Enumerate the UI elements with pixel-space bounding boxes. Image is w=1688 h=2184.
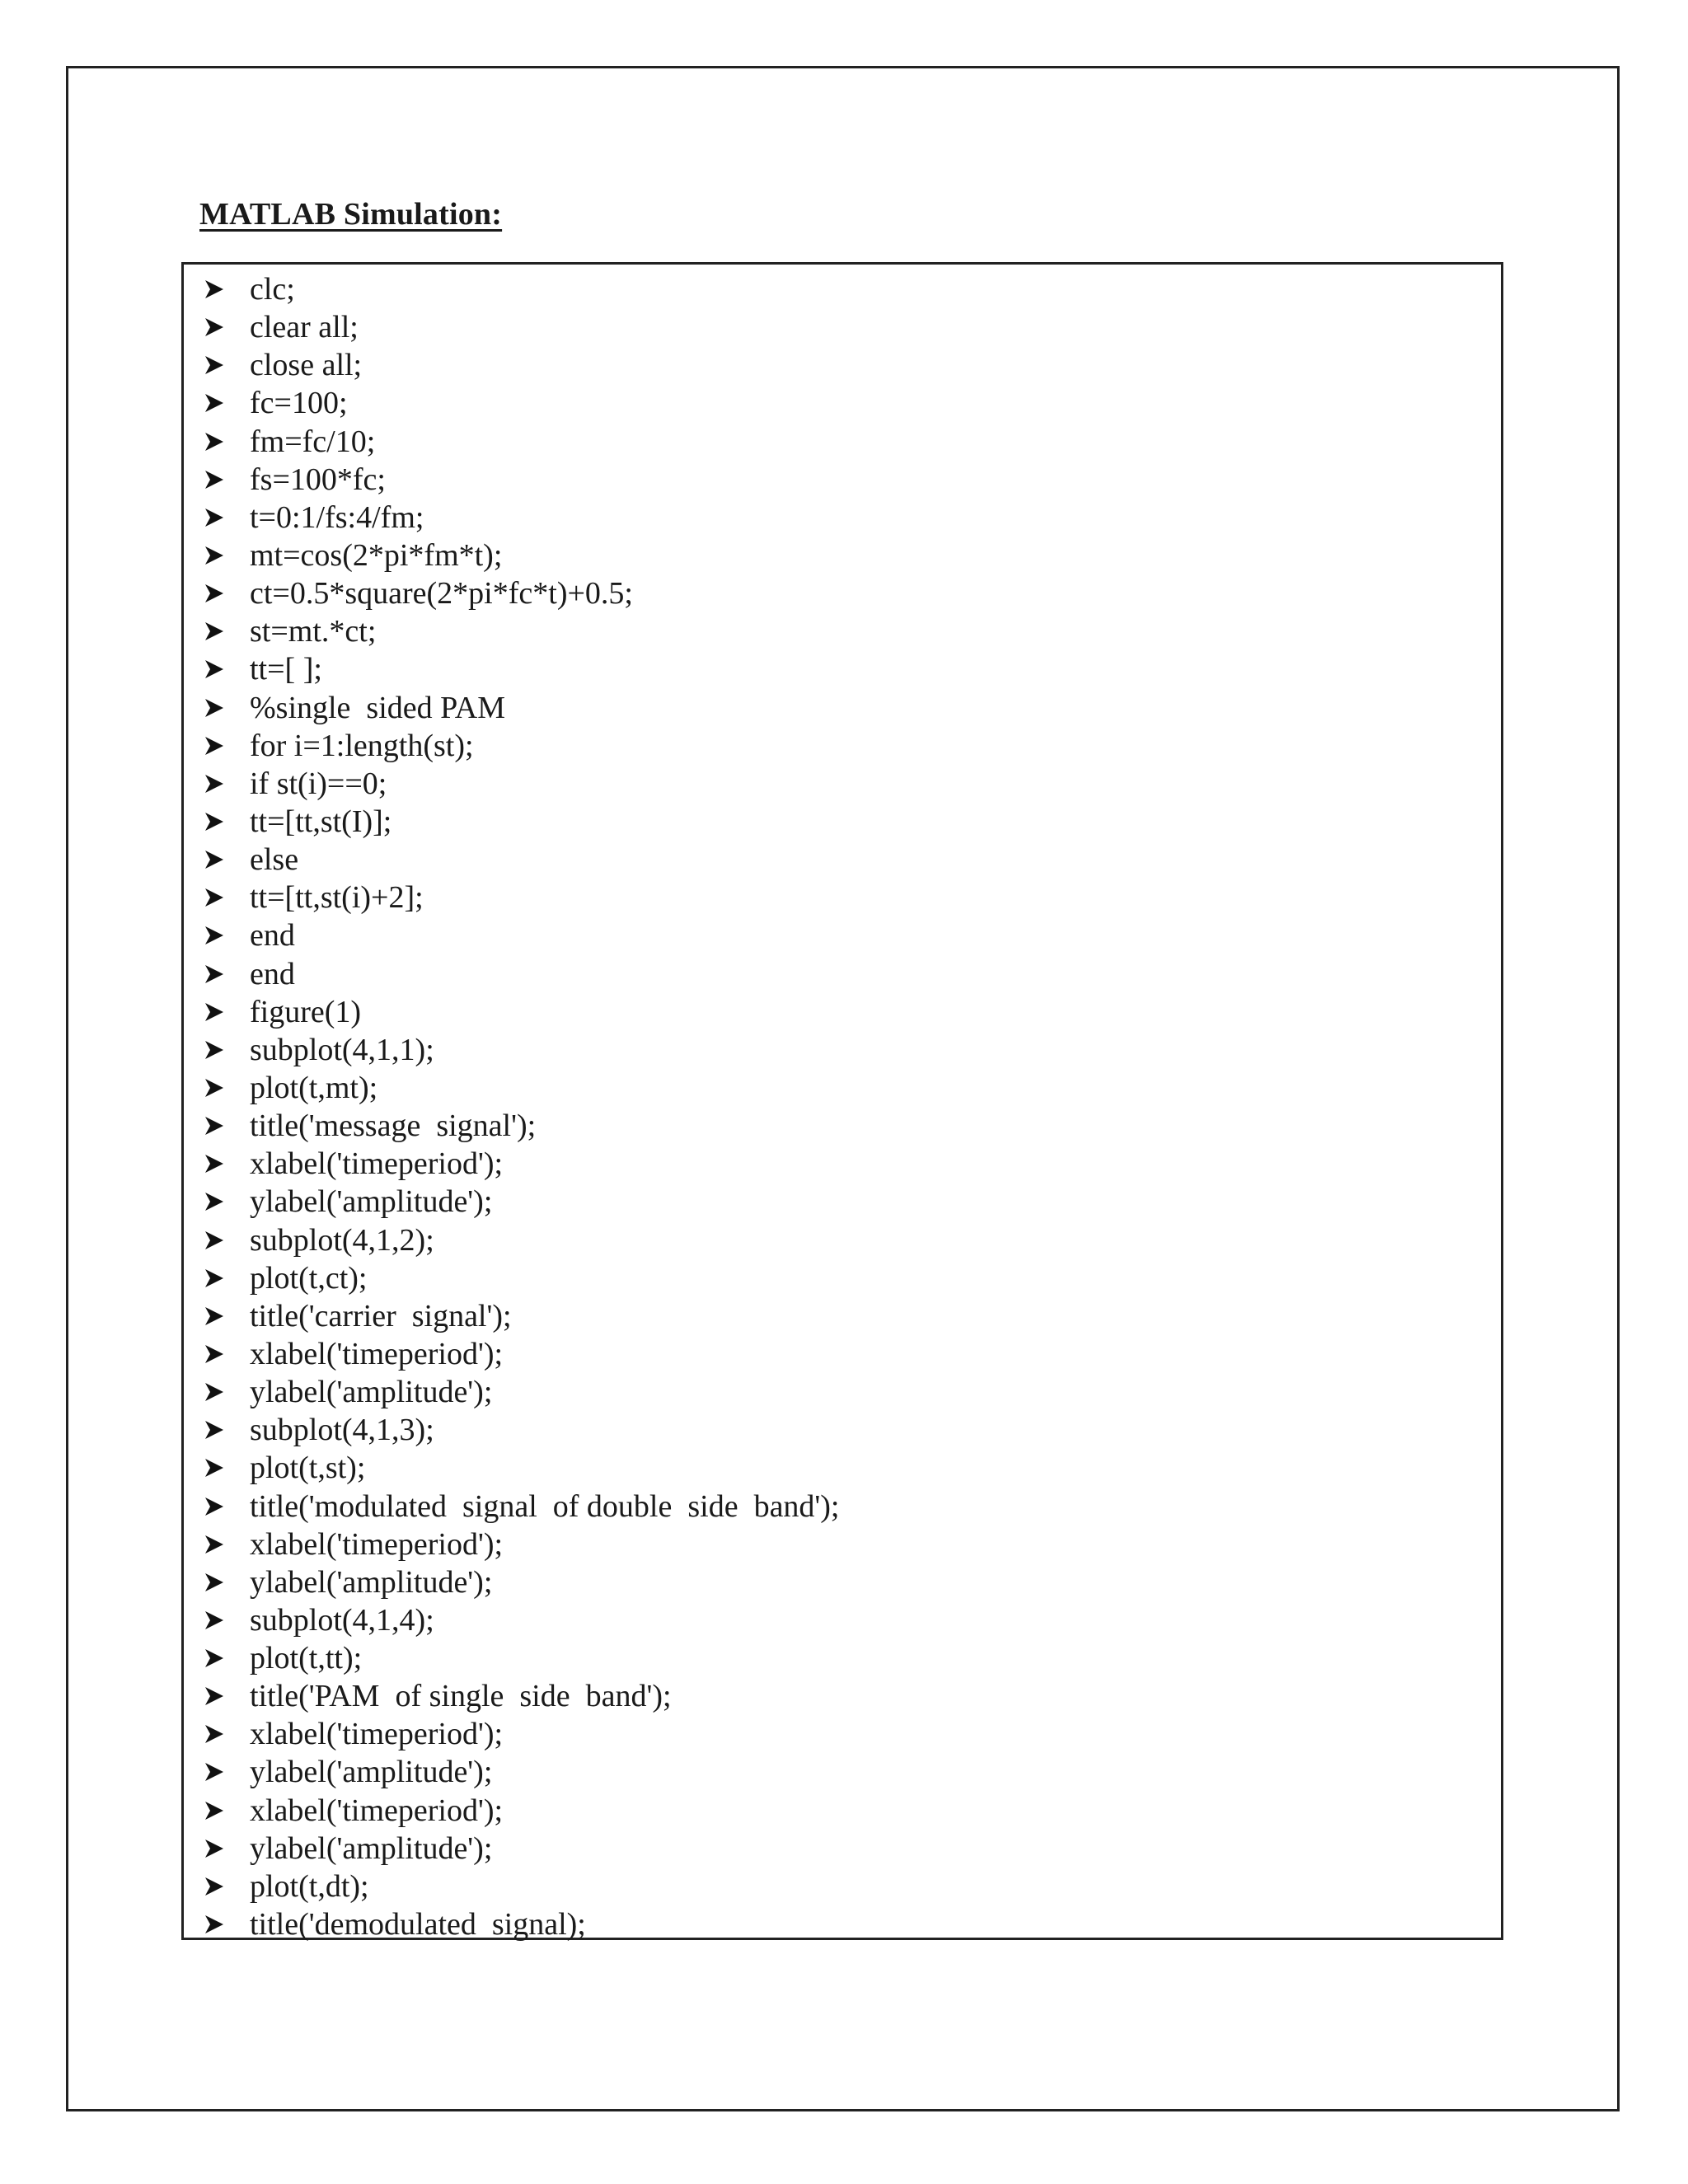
code-line xyxy=(184,1069,1501,1107)
code-line-text: xlabel('timeperiod'); xyxy=(250,1526,504,1562)
code-line xyxy=(184,499,1501,537)
arrowhead-bullet-icon xyxy=(200,423,228,461)
arrowhead-bullet-icon xyxy=(200,1753,228,1791)
arrowhead-bullet-icon xyxy=(200,1715,228,1753)
code-line-text: tt=[tt,st(i)+2]; xyxy=(250,880,424,916)
code-line-text: xlabel('timeperiod'); xyxy=(250,1717,504,1752)
code-line xyxy=(184,1868,1501,1905)
code-line xyxy=(184,1297,1501,1335)
code-line-text: for i=1:length(st); xyxy=(250,728,474,763)
code-line-text: title('PAM of single side band'); xyxy=(250,1679,672,1714)
code-line xyxy=(184,1526,1501,1563)
arrowhead-bullet-icon xyxy=(200,1488,228,1526)
code-line-text: plot(t,dt); xyxy=(250,1868,369,1904)
arrowhead-bullet-icon xyxy=(200,955,228,993)
code-line-text: end xyxy=(250,956,295,991)
arrowhead-bullet-icon xyxy=(200,270,228,308)
arrowhead-bullet-icon xyxy=(200,1221,228,1259)
code-line-text: ylabel('amplitude'); xyxy=(250,1375,493,1410)
code-line xyxy=(184,1183,1501,1221)
code-line xyxy=(184,1830,1501,1868)
code-line-text: subplot(4,1,4); xyxy=(250,1602,434,1638)
arrowhead-bullet-icon xyxy=(200,1411,228,1449)
code-line xyxy=(184,1792,1501,1830)
code-line-text: plot(t,st); xyxy=(250,1451,366,1486)
code-line xyxy=(184,384,1501,422)
code-line-text: fc=100; xyxy=(250,386,348,421)
code-line xyxy=(184,1145,1501,1183)
code-line xyxy=(184,574,1501,612)
code-line-text: title('demodulated signal); xyxy=(250,1907,586,1943)
code-line xyxy=(184,765,1501,803)
arrowhead-bullet-icon xyxy=(200,612,228,650)
code-line xyxy=(184,1335,1501,1373)
section-heading: MATLAB Simulation: xyxy=(199,197,503,232)
code-line-text: clc; xyxy=(250,272,295,307)
code-line-text: plot(t,tt); xyxy=(250,1641,363,1676)
code-line xyxy=(184,423,1501,461)
code-line xyxy=(184,1601,1501,1639)
code-line xyxy=(184,1905,1501,1943)
code-line xyxy=(184,1677,1501,1715)
code-line xyxy=(184,1031,1501,1069)
code-line xyxy=(184,1715,1501,1753)
code-line xyxy=(184,270,1501,308)
arrowhead-bullet-icon xyxy=(200,1905,228,1943)
code-line-text: xlabel('timeperiod'); xyxy=(250,1793,504,1828)
code-line xyxy=(184,803,1501,841)
arrowhead-bullet-icon xyxy=(200,1868,228,1905)
arrowhead-bullet-icon xyxy=(200,1792,228,1830)
code-line xyxy=(184,1449,1501,1487)
arrowhead-bullet-icon xyxy=(200,1526,228,1563)
arrowhead-bullet-icon xyxy=(200,1145,228,1183)
code-line xyxy=(184,1563,1501,1601)
code-line xyxy=(184,689,1501,727)
arrowhead-bullet-icon xyxy=(200,993,228,1031)
code-line xyxy=(184,537,1501,574)
code-line-text: ct=0.5*square(2*pi*fc*t)+0.5; xyxy=(250,576,633,612)
code-line-text: st=mt.*ct; xyxy=(250,614,377,649)
code-line-text: xlabel('timeperiod'); xyxy=(250,1146,504,1182)
code-line-text: subplot(4,1,1); xyxy=(250,1032,434,1067)
arrowhead-bullet-icon xyxy=(200,879,228,916)
code-line-text: t=0:1/fs:4/fm; xyxy=(250,499,424,535)
arrowhead-bullet-icon xyxy=(200,1107,228,1145)
code-line xyxy=(184,1639,1501,1677)
code-line xyxy=(184,461,1501,499)
arrowhead-bullet-icon xyxy=(200,308,228,346)
code-line xyxy=(184,1373,1501,1411)
code-line xyxy=(184,916,1501,954)
code-line-text: close all; xyxy=(250,348,363,383)
code-line xyxy=(184,1411,1501,1449)
code-line-text: ylabel('amplitude'); xyxy=(250,1830,493,1866)
code-box xyxy=(181,262,1503,1943)
arrowhead-bullet-icon xyxy=(200,916,228,954)
arrowhead-bullet-icon xyxy=(200,765,228,803)
arrowhead-bullet-icon xyxy=(200,461,228,499)
arrowhead-bullet-icon xyxy=(200,1563,228,1601)
code-line-text: fs=100*fc; xyxy=(250,462,386,497)
code-line xyxy=(184,650,1501,688)
code-line xyxy=(184,727,1501,765)
arrowhead-bullet-icon xyxy=(200,1297,228,1335)
code-line-text: ylabel('amplitude'); xyxy=(250,1564,493,1600)
code-line-text: plot(t,ct); xyxy=(250,1260,368,1296)
code-line xyxy=(184,308,1501,346)
code-line xyxy=(184,346,1501,384)
arrowhead-bullet-icon xyxy=(200,1639,228,1677)
code-list xyxy=(184,270,1501,1943)
code-line xyxy=(184,1753,1501,1791)
code-line-text: %single sided PAM xyxy=(250,690,506,725)
arrowhead-bullet-icon xyxy=(200,1031,228,1069)
code-line xyxy=(184,955,1501,993)
code-line-text: if st(i)==0; xyxy=(250,766,387,801)
code-line xyxy=(184,1221,1501,1259)
code-line-text: title('message signal'); xyxy=(250,1108,537,1144)
arrowhead-bullet-icon xyxy=(200,689,228,727)
arrowhead-bullet-icon xyxy=(200,1069,228,1107)
arrowhead-bullet-icon xyxy=(200,650,228,688)
code-line-text: ylabel('amplitude'); xyxy=(250,1184,493,1220)
code-line-text: title('carrier signal'); xyxy=(250,1298,512,1333)
code-line-text: figure(1) xyxy=(250,994,362,1029)
code-line xyxy=(184,1259,1501,1297)
arrowhead-bullet-icon xyxy=(200,346,228,384)
code-line-text: plot(t,mt); xyxy=(250,1070,378,1105)
code-line xyxy=(184,1107,1501,1145)
code-line-text: fm=fc/10; xyxy=(250,424,376,459)
arrowhead-bullet-icon xyxy=(200,841,228,879)
code-line xyxy=(184,993,1501,1031)
arrowhead-bullet-icon xyxy=(200,1335,228,1373)
arrowhead-bullet-icon xyxy=(200,1373,228,1411)
code-line-text: tt=[ ]; xyxy=(250,652,322,687)
code-line-text: end xyxy=(250,918,295,954)
code-line-text: mt=cos(2*pi*fm*t); xyxy=(250,537,503,573)
code-line xyxy=(184,841,1501,879)
arrowhead-bullet-icon xyxy=(200,1677,228,1715)
code-line-text: else xyxy=(250,842,299,878)
code-line-text: xlabel('timeperiod'); xyxy=(250,1336,504,1371)
code-line-text: subplot(4,1,3); xyxy=(250,1413,434,1448)
arrowhead-bullet-icon xyxy=(200,1830,228,1868)
arrowhead-bullet-icon xyxy=(200,499,228,537)
arrowhead-bullet-icon xyxy=(200,574,228,612)
code-line-text: subplot(4,1,2); xyxy=(250,1222,434,1258)
code-line-text: ylabel('amplitude'); xyxy=(250,1755,493,1790)
arrowhead-bullet-icon xyxy=(200,803,228,841)
arrowhead-bullet-icon xyxy=(200,727,228,765)
code-line-text: title('modulated signal of double side band'); xyxy=(250,1488,840,1524)
code-line-text: clear all; xyxy=(250,310,359,345)
arrowhead-bullet-icon xyxy=(200,1259,228,1297)
code-line xyxy=(184,1488,1501,1526)
code-line xyxy=(184,612,1501,650)
arrowhead-bullet-icon xyxy=(200,1183,228,1221)
code-line-text: tt=[tt,st(I)]; xyxy=(250,804,392,839)
arrowhead-bullet-icon xyxy=(200,1449,228,1487)
arrowhead-bullet-icon xyxy=(200,537,228,574)
arrowhead-bullet-icon xyxy=(200,1601,228,1639)
code-line xyxy=(184,879,1501,916)
arrowhead-bullet-icon xyxy=(200,384,228,422)
